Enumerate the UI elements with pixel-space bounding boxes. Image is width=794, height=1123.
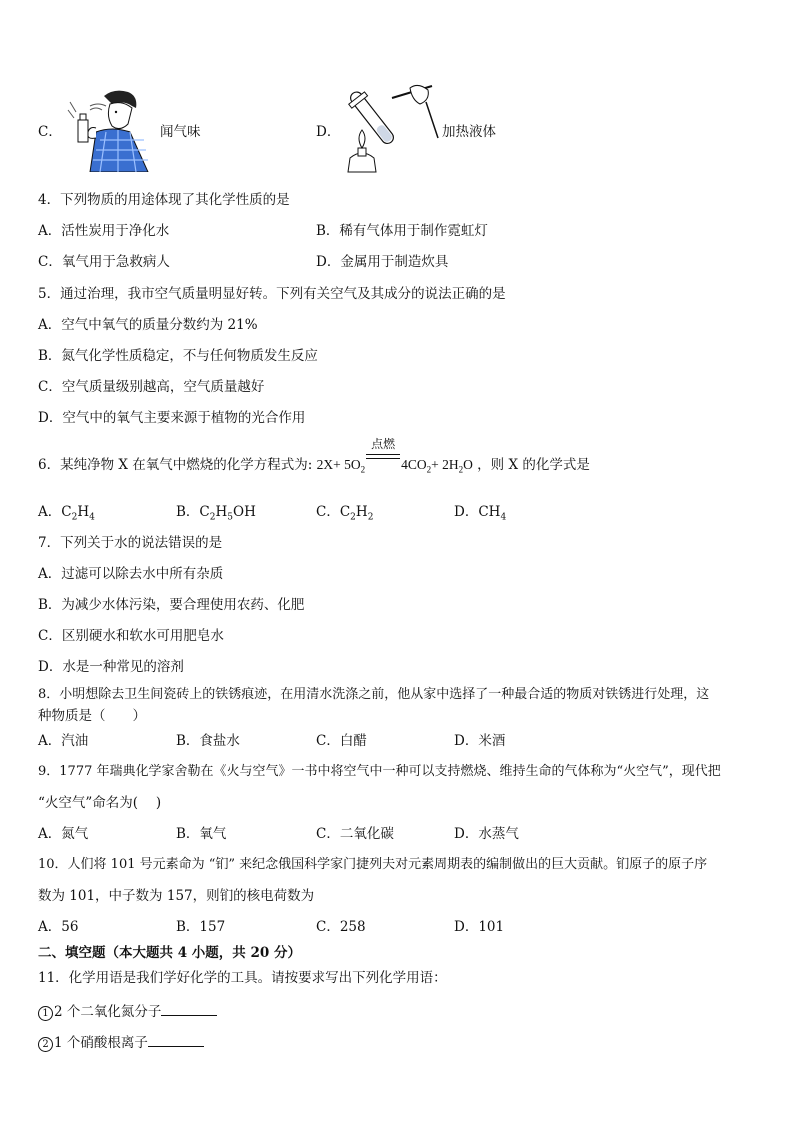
q10-option-b: B．157 <box>176 919 226 935</box>
q7-option-a: A．过滤可以除去水中所有杂质 <box>38 566 224 582</box>
q7-option-b: B．为减少水体污染，要合理使用农药、化肥 <box>38 597 305 613</box>
q5-option-d: D．空气中的氧气主要来源于植物的光合作用 <box>38 410 306 426</box>
q10-stem-line2: 数为 101，中子数为 157，则钔的核电荷数为 <box>38 888 315 904</box>
q9-option-c: C．二氧化碳 <box>316 826 394 842</box>
q6-option-b: B．$C_2H_5OH$ <box>176 504 256 523</box>
q8-option-b: B．食盐水 <box>176 733 240 749</box>
q8-option-d: D．米酒 <box>454 733 506 749</box>
q4-option-c: C．氧气用于急救病人 <box>38 254 170 270</box>
q8-option-c: C．白醋 <box>316 733 367 749</box>
reaction-condition: 点燃 <box>371 437 396 451</box>
q6-equation: $2X+ 5O_2$ 点燃 $4CO_2+ 2H_2O$ <box>316 437 473 475</box>
reaction-arrow <box>366 437 400 473</box>
q11-item-2: 2 1 个硝酸根离子 <box>38 1031 204 1052</box>
q6-option-a: A．$C_2H_4$ <box>38 504 95 523</box>
q10-option-a: A．56 <box>38 919 79 935</box>
q5-option-a: A．空气中氧气的质量分数约为 21% <box>38 317 258 333</box>
q4-option-d: D．金属用于制造炊具 <box>316 254 449 270</box>
q3-option-c-caption: 闻气味 <box>160 124 201 140</box>
q7-option-c: C．区别硬水和软水可用肥皂水 <box>38 628 224 644</box>
q8-stem-line1: 8．小明想除去卫生间瓷砖上的铁锈痕迹，在用清水洗涤之前，他从家中选择了一种最合适的物质对铁锈进行处理，这 <box>38 687 710 702</box>
q9-option-a: A．氮气 <box>38 826 89 842</box>
q6-stem-prefix: 6．某纯净物 X 在氧气中燃烧的化学方程式为: <box>38 457 317 473</box>
q5-stem: 5．通过治理，我市空气质量明显好转。下列有关空气及其成分的说法正确的是 <box>38 286 506 302</box>
answer-blank[interactable] <box>161 1003 217 1016</box>
q8-option-a: A．汽油 <box>38 733 89 749</box>
q9-stem-line1: 9．1777 年瑞典化学家舍勒在《火与空气》一书中将空气中一种可以支持燃烧、维持生命的气体称为“火空气”，现代把 <box>38 764 721 779</box>
q6-stem <box>38 437 590 475</box>
q3-option-d-caption: 加热液体 <box>442 124 496 140</box>
q3-option-d-letter: D． <box>316 124 341 140</box>
q4-option-a: A．活性炭用于净化水 <box>38 223 170 239</box>
q6-option-d: D．$CH_4$ <box>454 504 507 523</box>
q5-option-c: C．空气质量级别越高，空气质量越好 <box>38 379 265 395</box>
q10-option-c: C．258 <box>316 919 366 935</box>
person-smelling-bottle-icon <box>66 88 154 176</box>
answer-blank[interactable] <box>148 1034 204 1047</box>
circled-number: 2 <box>38 1037 53 1052</box>
q10-option-d: D．101 <box>454 919 505 935</box>
q8-stem-line2: 种物质是（ ） <box>38 708 146 724</box>
q6-option-c: C．$C_2H_2$ <box>316 504 374 523</box>
q5-option-b: B．氮气化学性质稳定，不与任何物质发生反应 <box>38 348 318 364</box>
q11-item-1: 1 2 个二氧化氮分子 <box>38 1000 217 1021</box>
section-heading: 二、填空题（本大题共 4 小题，共 20 分） <box>38 945 301 961</box>
q9-stem-line2: “火空气”命名为( ) <box>38 795 162 811</box>
q6-stem-suffix: ，则 X 的化学式是 <box>472 457 590 473</box>
q7-option-d: D．水是一种常见的溶剂 <box>38 659 184 675</box>
q7-stem: 7．下列关于水的说法错误的是 <box>38 535 223 551</box>
q3-option-c-letter: C． <box>38 124 62 140</box>
q10-stem-line1: 10．人们将 101 号元素命为 “钔” 来纪念俄国科学家门捷列夫对元素周期表的编制做出的巨大贡献。钔原子的原子序 <box>38 857 708 872</box>
circled-number: 1 <box>38 1006 53 1021</box>
test-tube-heating-icon <box>340 78 440 180</box>
q9-option-d: D．水蒸气 <box>454 826 519 842</box>
q4-option-b: B．稀有气体用于制作霓虹灯 <box>316 223 488 239</box>
q9-option-b: B．氧气 <box>176 826 227 842</box>
q4-stem: 4．下列物质的用途体现了其化学性质的是 <box>38 192 290 208</box>
q11-stem: 11．化学用语是我们学好化学的工具。请按要求写出下列化学用语： <box>38 970 447 986</box>
